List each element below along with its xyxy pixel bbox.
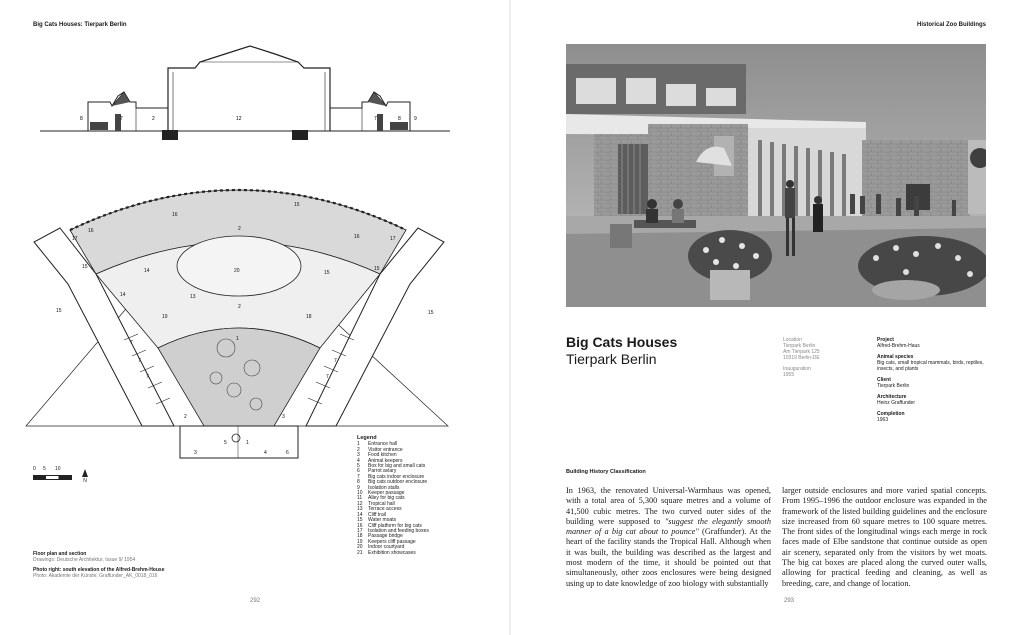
completion-label: Completion xyxy=(877,411,905,417)
legend-number: 13 xyxy=(357,506,363,513)
legend-number: 11 xyxy=(357,495,363,502)
north-arrow xyxy=(80,469,90,484)
legend-label: Indoor courtyard xyxy=(368,544,405,551)
inauguration-value: 1955 xyxy=(783,372,795,378)
client-value: Tierpark Berlin xyxy=(877,383,910,389)
plan-label: 7 xyxy=(334,358,337,364)
plan-label: 3 xyxy=(282,414,285,420)
plan-label: 17 xyxy=(72,236,78,242)
section-label: 8 xyxy=(80,116,83,122)
legend-number: 2 xyxy=(357,446,360,453)
legend-number: 7 xyxy=(357,473,360,480)
scale-bar-graphic xyxy=(33,475,72,480)
legend-label: Tropical hall xyxy=(368,500,395,507)
plan-label: 14 xyxy=(144,268,150,274)
legend-label: Parrot aviary xyxy=(368,468,397,475)
legend-number: 4 xyxy=(357,457,360,464)
plan-label: 13 xyxy=(190,294,196,300)
page-subtitle: Tierpark Berlin xyxy=(566,351,657,367)
floor-plan-drawing xyxy=(24,168,454,474)
legend-number: 15 xyxy=(357,517,363,524)
building-section-drawing xyxy=(40,44,450,150)
north-arrow-icon xyxy=(82,469,88,477)
section-heading: Building History Classification xyxy=(566,469,646,475)
caption-title: Photo right: south elevation of the Alfred-Brehm-House xyxy=(33,567,165,573)
project-info xyxy=(877,337,987,428)
legend-label: Isolation stalls xyxy=(368,484,400,491)
legend-number: 19 xyxy=(357,538,363,545)
plan-label: 15 xyxy=(294,202,300,208)
plan-label: 5 xyxy=(224,440,227,446)
architecture-value: Heinz Graffunder xyxy=(877,400,915,406)
legend-number: 21 xyxy=(357,549,363,556)
figure-caption xyxy=(33,551,233,579)
plan-label: 7 xyxy=(146,374,149,380)
legend-number: 5 xyxy=(357,463,360,470)
legend-label: Food kitchen xyxy=(368,452,397,459)
plan-label: 20 xyxy=(234,268,240,274)
legend-label: Big cats outdoor enclosure xyxy=(368,479,428,486)
project-label: Project xyxy=(877,337,894,343)
scale-number: 0 xyxy=(33,466,36,472)
legend-label: Isolation and feeding boxes xyxy=(368,527,429,534)
legend-label: Terrace access xyxy=(368,506,402,513)
north-label: N xyxy=(83,478,87,484)
legend-number: 18 xyxy=(357,533,363,540)
plan-label: 2 xyxy=(184,414,187,420)
legend-number: 17 xyxy=(357,527,363,534)
plan-label: 4 xyxy=(264,450,267,456)
animal-species-value: Big cats, small tropical mammals, birds, reptiles, insects, and plants xyxy=(877,360,984,372)
legend-label: Animal keepers xyxy=(368,457,403,464)
plan-label: 1 xyxy=(236,336,239,342)
architecture-label: Architecture xyxy=(877,394,907,400)
location-line: Tierpark Berlin xyxy=(783,343,816,349)
legend-label: Water moats xyxy=(368,517,397,524)
project-value: Alfred-Brehm-Haus xyxy=(877,343,920,349)
legend-number: 6 xyxy=(357,468,360,475)
plan-label: 6 xyxy=(286,450,289,456)
location-label: Location xyxy=(783,337,802,343)
legend-number: 20 xyxy=(357,544,363,551)
plan-label: 18 xyxy=(306,314,312,320)
animal-species-label: Animal species xyxy=(877,354,914,360)
page-number-left: 292 xyxy=(250,598,261,604)
legend-label: Entrance hall xyxy=(368,441,398,448)
legend-label: Visitor entrance xyxy=(368,446,403,453)
page-gutter xyxy=(509,0,511,635)
building-photo xyxy=(566,44,986,307)
legend-list xyxy=(357,442,429,556)
scale-number: 10 xyxy=(55,466,61,472)
scale-number: 5 xyxy=(43,466,46,472)
plan-label: 16 xyxy=(172,212,178,218)
legend-label: Exhibition showcases xyxy=(368,549,416,556)
plan-label: 16 xyxy=(354,234,360,240)
caption-credit: Photo: Akademie der Künste, Graffunder_AK_0018_016 xyxy=(33,573,158,579)
plan-label: 7 xyxy=(326,374,329,380)
plan-label: 15 xyxy=(428,310,434,316)
legend-label: Box for big and small cats xyxy=(368,463,426,470)
section-label: 8 xyxy=(398,116,401,122)
inauguration-label: Inauguration xyxy=(783,366,811,372)
legend-label: Keeper passage xyxy=(368,490,405,497)
plan-label: 7 xyxy=(138,358,141,364)
legend-number: 1 xyxy=(357,441,360,448)
body-text: In 1963, the renovated Universal-Warmhaus was opened, with a total area of 5,300 square metres and a volume of 41,500 cubic metres. The two curved outer sides of the building were supposed to xyxy=(566,486,771,526)
legend-number: 16 xyxy=(357,522,363,529)
plan-label: 16 xyxy=(88,228,94,234)
section-label: 7 xyxy=(120,116,123,122)
location-info xyxy=(783,337,863,378)
legend-number: 12 xyxy=(357,500,363,507)
plan-label: 19 xyxy=(162,314,168,320)
page-title: Big Cats Houses xyxy=(566,334,678,350)
location-line: Am Tierpark 125 xyxy=(783,349,820,355)
location-line: 10319 Berlin-DE xyxy=(783,355,820,361)
legend-label: Cliff trail xyxy=(368,511,386,518)
legend-item xyxy=(357,551,429,556)
plan-label: 15 xyxy=(374,266,380,272)
legend xyxy=(357,436,429,556)
plan-label: 15 xyxy=(56,308,62,314)
plan-label: 1 xyxy=(246,440,249,446)
plan-label: 2 xyxy=(238,304,241,310)
running-head-right: Historical Zoo Buildings xyxy=(916,22,986,28)
section-label: 9 xyxy=(414,116,417,122)
legend-label: Passage bridge xyxy=(368,533,403,540)
plan-label: 15 xyxy=(82,264,88,270)
body-text: (Graffunder). At the heart of the facility stands the Tropical Hall. Although when it was built, the building was described as the largest and most modern of the time, it should be pointed out that simultaneously, other zoos enclosures were being designed using up to date knowledge of zoo biology with substantially xyxy=(566,527,771,588)
body-column-2: larger outside enclosures and more varied spatial concepts. From 1995–1996 the outdoor enclosure was expanded in the framework of the listed building guidelines and the enclosure size increased from 60 square metres to 100 square metres. The front sides of the longitudinal wings each merge in rock faces made of Elbe sandstone that continue outside as open air scenery, separated only from the visitors by wet moats. The big cat boxes are placed along the curved outer walls, allowing for practical feeding and cleaning, as well as breeding, care, and change of location. xyxy=(782,486,987,588)
legend-number: 10 xyxy=(357,490,363,497)
running-head-left: Big Cats Houses: Tierpark Berlin xyxy=(33,22,127,28)
scale-bar xyxy=(33,466,103,488)
legend-label: Big cats indoor enclosure xyxy=(368,473,425,480)
plan-label: 2 xyxy=(238,226,241,232)
caption-title: Floor plan and section xyxy=(33,551,87,557)
legend-number: 8 xyxy=(357,479,360,486)
legend-title: Legend xyxy=(357,435,377,441)
section-label: 2 xyxy=(152,116,155,122)
caption-credit: Drawings: Deutsche Architektur, Issue 9/ 1954 xyxy=(33,557,136,563)
section-label: 12 xyxy=(236,116,242,122)
legend-label: Keepers cliff passage xyxy=(368,538,416,545)
completion-value: 1963 xyxy=(877,417,889,423)
legend-number: 14 xyxy=(357,511,363,518)
plan-label: 7 xyxy=(130,340,133,346)
legend-label: Alley for big cats xyxy=(368,495,405,502)
legend-label: Cliff platform for big cats xyxy=(368,522,422,529)
client-label: Client xyxy=(877,377,891,383)
body-quote: "suggest the elegantly smooth manner of a big cat about to pounce" xyxy=(566,516,771,537)
plan-label: 17 xyxy=(390,236,396,242)
legend-number: 9 xyxy=(357,484,360,491)
page-number-right: 293 xyxy=(784,598,795,604)
plan-label: 14 xyxy=(120,292,126,298)
body-column-1 xyxy=(566,486,771,589)
plan-label: 3 xyxy=(194,450,197,456)
plan-label: 15 xyxy=(324,270,330,276)
legend-number: 3 xyxy=(357,452,360,459)
section-label: 7 xyxy=(374,116,377,122)
